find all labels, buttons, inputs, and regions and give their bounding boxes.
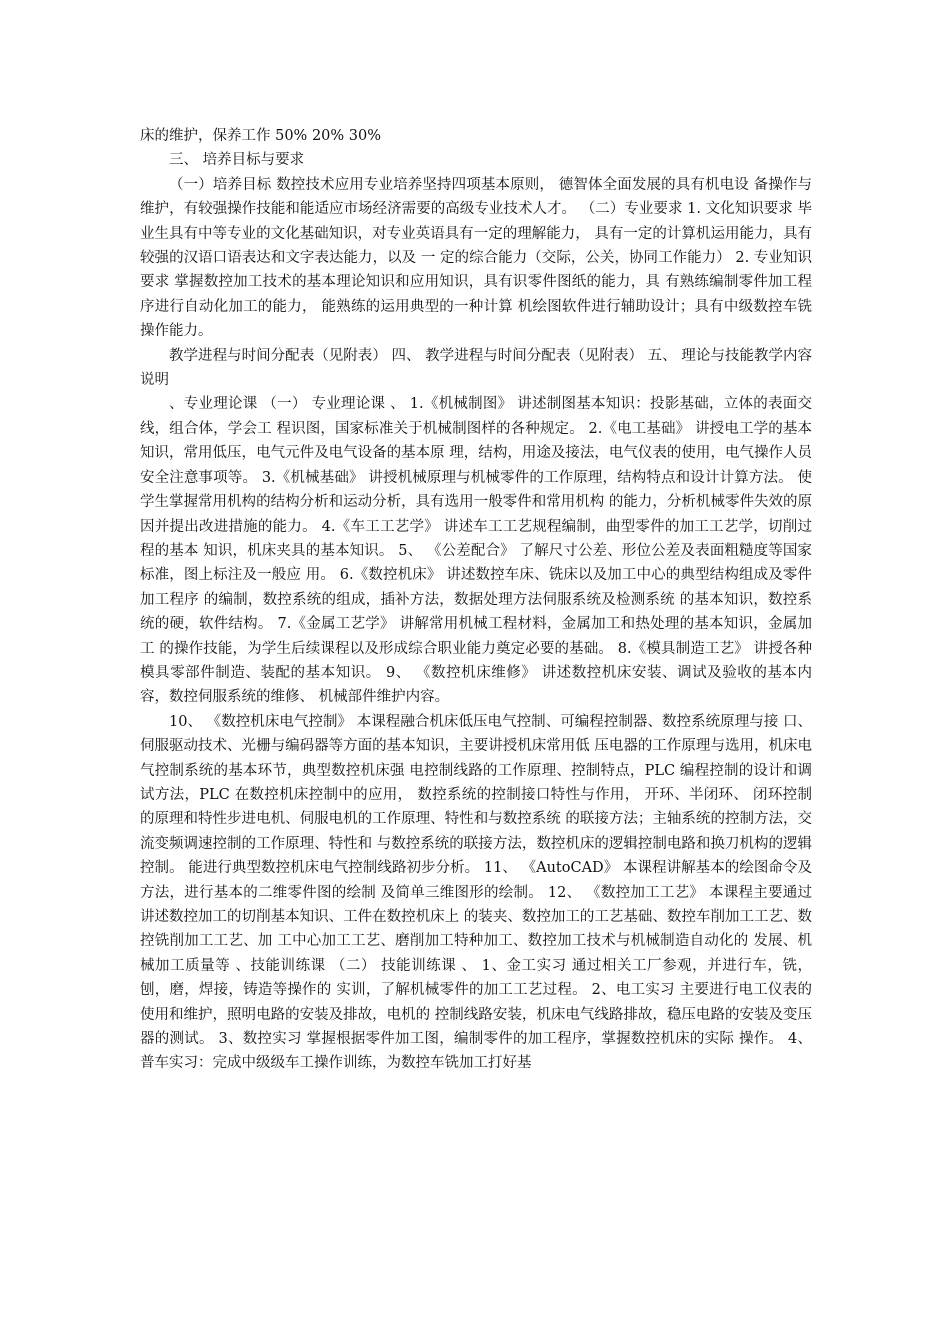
- paragraph-goals-requirements: （一）培养目标 数控技术应用专业培养坚持四项基本原则， 德智体全面发展的具有机电设 备操作与维护，有较强操作技能和能适应市场经济需要的高级专业技术人才。 （二）专业要求 1. 文化知识要求 毕业生具有中等专业的文化基础知识，对专业英语具有一定的理解能力， 具有一定的计算机运用能力，具有较强的汉语口语表达和文字表达能力，以及 一 定的综合能力（交际，公关，协同工作能力） 2. 专业知识要求 掌握数控加工技术的基本理论知识和应用知识，具有识零件图纸的能力，具 有熟练编制零件加工程序进行自动化加工的能力， 能熟练的运用典型的一种计算 机绘图软件进行辅助设计；具有中级数控车铣操作能力。: [140, 176, 812, 340]
- paragraph-continuation: 床的维护，保养工作 50% 20% 30%: [140, 128, 382, 144]
- paragraph-theory-courses: 、专业理论课 （一） 专业理论课 、 1.《机械制图》 讲述制图基本知识：投影基础，立体的表面交线，组合体，学会工 程识图，国家标准关于机械制图样的各种规定。 2.《电工基础》 讲授电工学的基本知识，常用低压，电气元件及电气设备的基本原 理，结构，用途及接法，电气仪表的使用，电气操作人员安全注意事项等。 3.《机械基础》 讲授机械原理与机械零件的工作原理，结构特点和设计计算方法。 使学生掌握常用机构的结构分析和运动分析，具有选用一般零件和常用机构 的能力，分析机械零件失效的原因并提出改进措施的能力。 4.《车工工艺学》 讲述车工工艺规程编制，曲型零件的加工工艺学，切削过程的基本 知识，机床夹具的基本知识。 5、 《公差配合》 了解尺寸公差、形位公差及表面粗糙度等国家标准，图上标注及一般应 用。 6.《数控机床》 讲述数控车床、铣床以及加工中心的典型结构组成及零件加工程序 的编制，数控系统的组成，插补方法，数据处理方法伺服系统及检测系统 的基本知识，数控系统的硬，软件结构。 7.《金属工艺学》 讲解常用机械工程材料，金属加工和热处理的基本知识，金属加工 的操作技能，为学生后续课程以及形成综合职业能力奠定必要的基础。 8.《模具制造工艺》 讲授各种模具零部件制造、装配的基本知识。 9、 《数控机床维修》 讲述数控机床安装、调试及验收的基本内容，数控伺服系统的维修、 机械部件维护内容。: [140, 396, 812, 706]
- paragraph-schedule: 教学进程与时间分配表（见附表） 四、 教学进程与时间分配表（见附表） 五、 理论与技能教学内容说明: [140, 347, 812, 389]
- paragraph-electrical-and-skills: 10、 《数控机床电气控制》 本课程融合机床低压电气控制、可编程控制器、数控系统原理与接 口、伺服驱动技术、光栅与编码器等方面的基本知识，主要讲授机床常用低 压电器的工作原理与选用，机床电气控制系统的基本环节，典型数控机床强 电控制线路的工作原理、控制特点，PLC 编程控制的设计和调试方法，PLC 在数控机床控制中的应用， 数控系统的控制接口特性与作用， 开环、半闭环、 闭环控制的原理和特性步进电机、伺服电机的工作原理、特性和与数控系统 的联接方法；主轴系统的控制方法，交流变频调速控制的工作原理、特性和 与数控系统的联接方法，数控机床的逻辑控制电路和换刀机构的逻辑控制。 能进行典型数控机床电气控制线路初步分析。 11、 《AutoCAD》 本课程讲解基本的绘图命令及方法，进行基本的二维零件图的绘制 及简单三维图形的绘制。 12、 《数控加工工艺》 本课程主要通过讲述数控加工的切削基本知识、工件在数控机床上 的装夹、数控加工的工艺基础、数控车削加工工艺、数控铣削加工工艺、加 工中心加工工艺、磨削加工特种加工、数控加工技术与机械制造自动化的 发展、机械加工质量等 、技能训练课 （二） 技能训练课 、 1、金工实习 通过相关工厂参观，并进行车，铣，刨，磨，焊接，铸造等操作的 实训，了解机械零件的加工工艺过程。 2、电工实习 主要进行电工仪表的使用和维护，照明电路的安装及排故，电机的 控制线路安装，机床电气线路排故，稳压电路的安装及变压器的测试。 3、数控实习 掌握根据零件加工图，编制零件的加工程序，掌握数控机床的实际 操作。 4、普车实习：完成中级级车工操作训练，为数控车铣加工打好基: [140, 713, 812, 1072]
- document-body: [140, 124, 812, 1076]
- section-heading-goals: 三、 培养目标与要求: [169, 152, 305, 169]
